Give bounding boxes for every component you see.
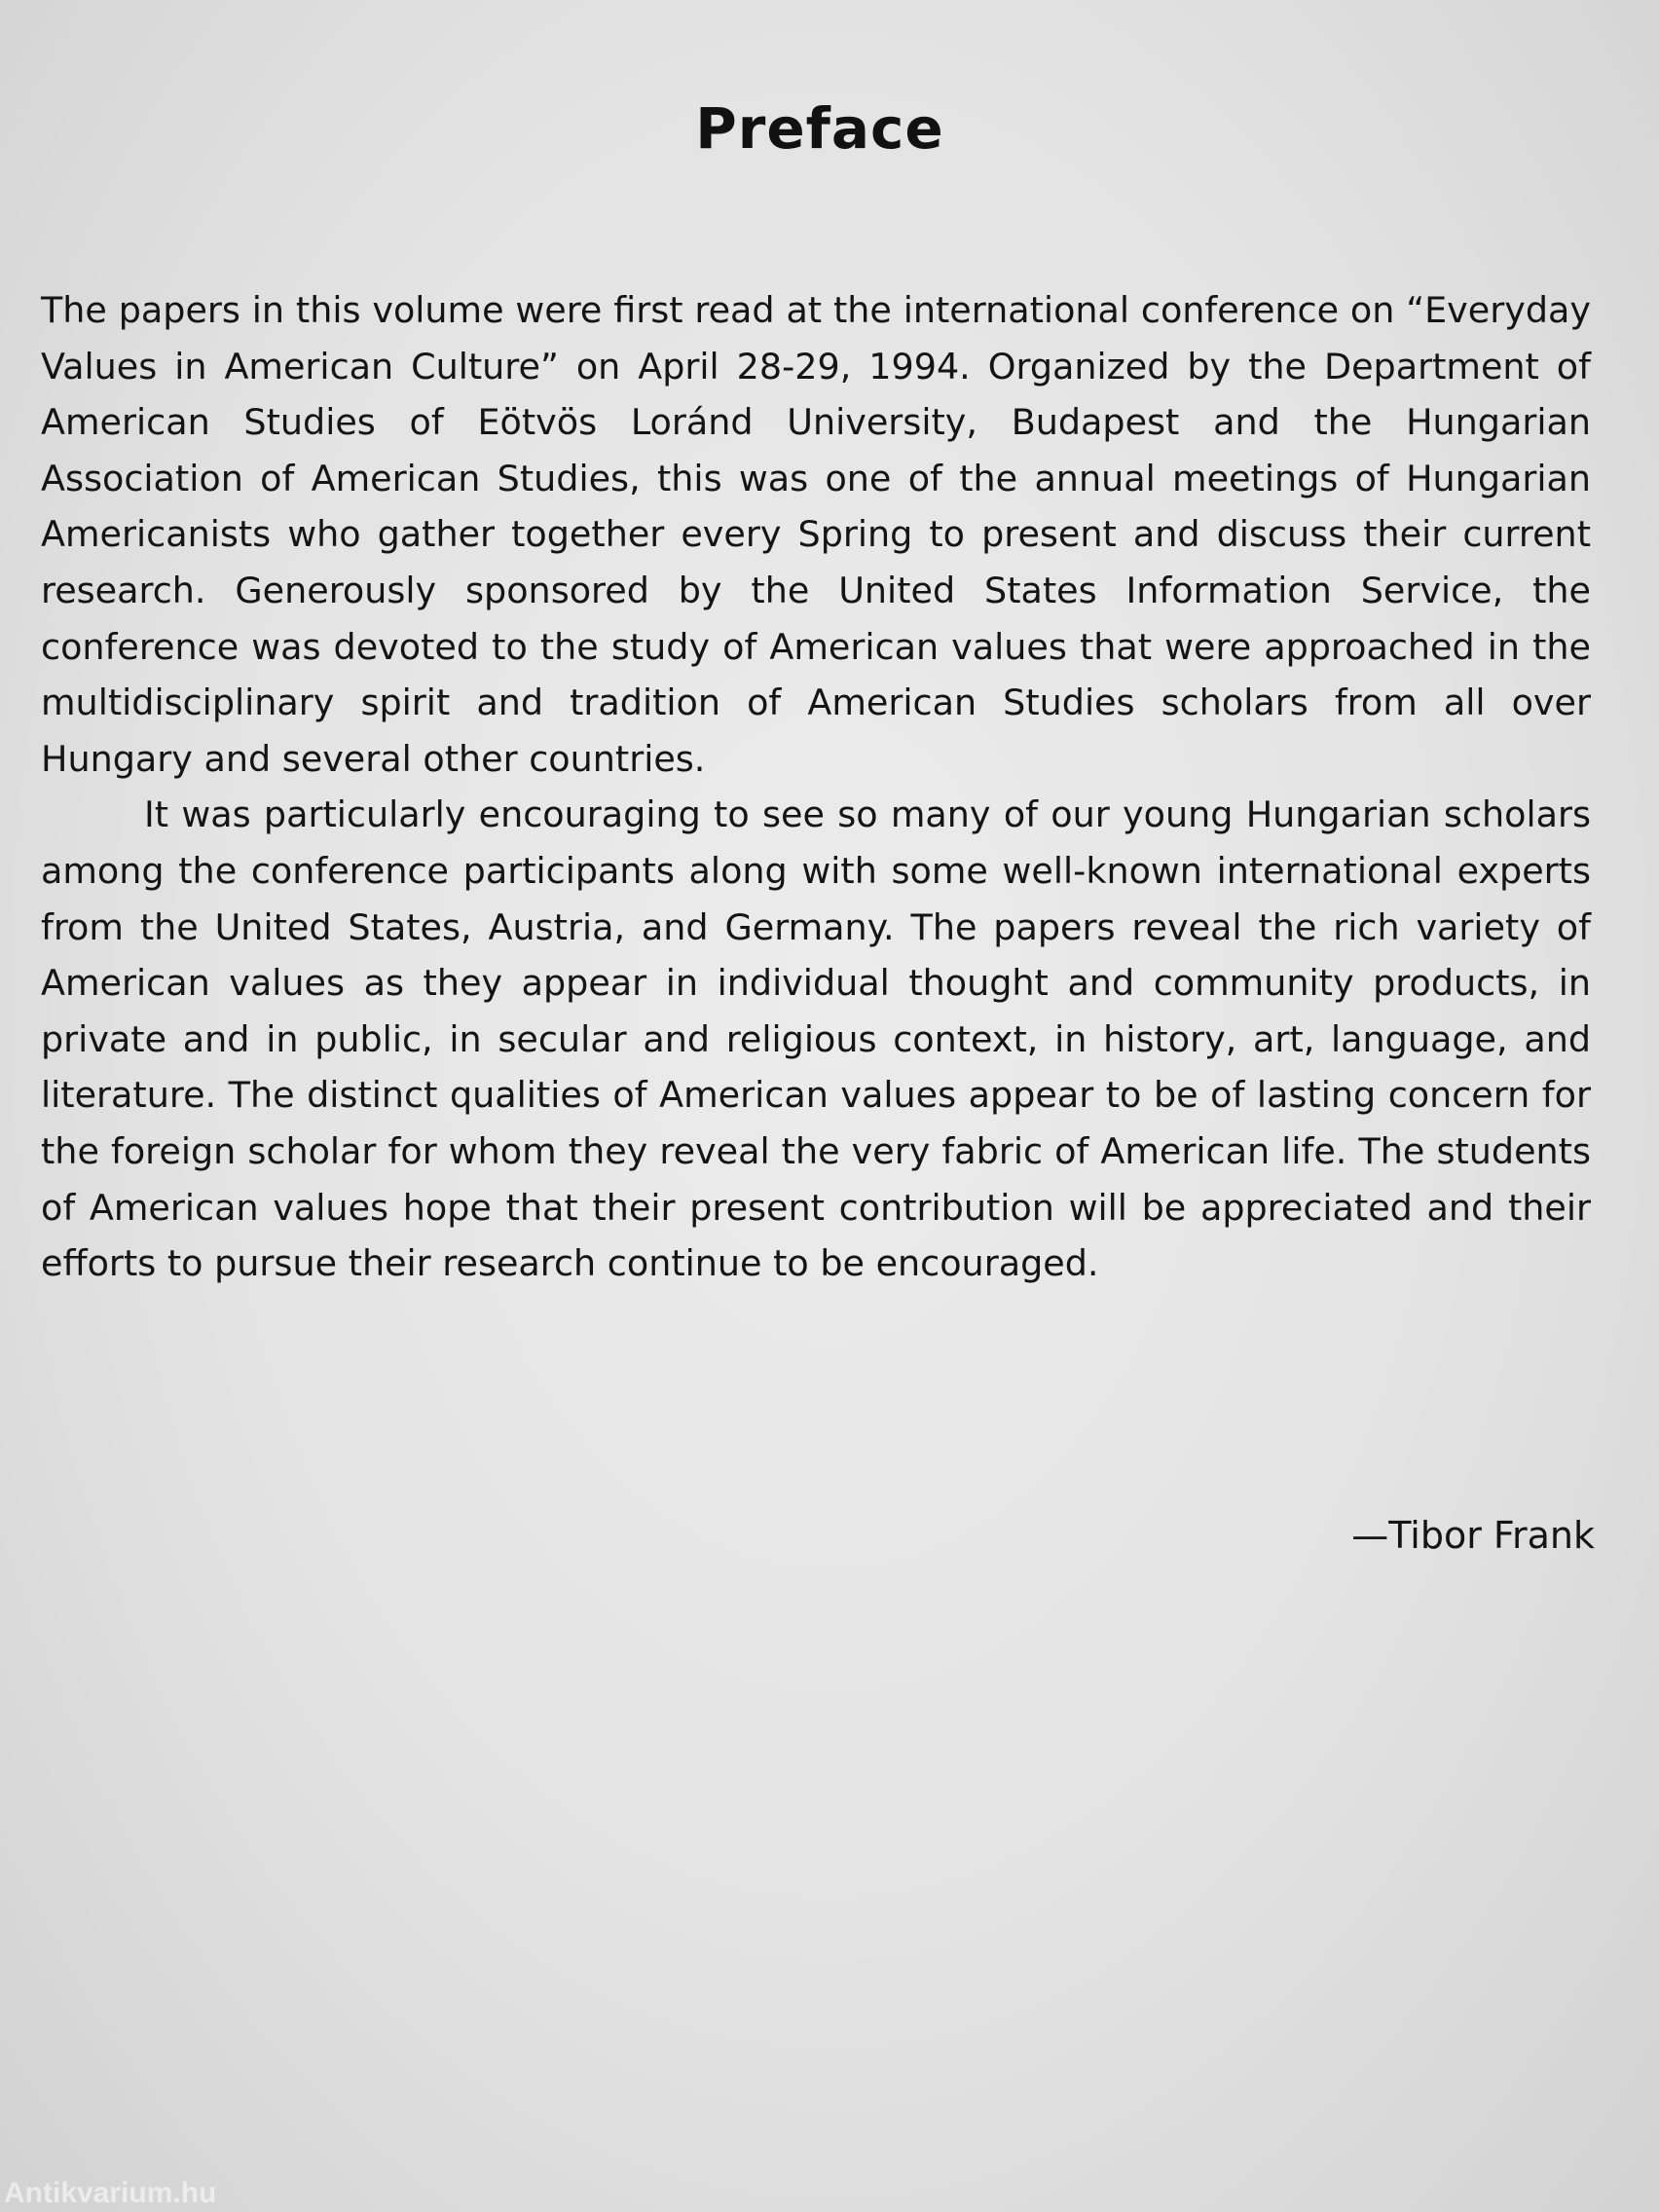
- site-watermark: Antikvarium.hu: [4, 2177, 217, 2209]
- author-signature: —Tibor Frank: [1351, 1514, 1595, 1557]
- paragraph-2: It was particularly encouraging to see so many of our young Hungarian scholars among the conference participants along with some well-known international experts from the United States, Austria, and Germany. The papers reveal the rich variety of American values as they appear in individual thought and community products, in private and in public, in secular and religious context, in history, art, language, and literature. The distinct qualities of American values appear to be of lasting concern for the foreign scholar for whom they reveal the very fabric of American life. The students of American values hope that their present contribution will be appreciated and their efforts to pursue their research continue to be encouraged.: [41, 793, 1591, 1285]
- page-title: Preface: [695, 95, 944, 162]
- paragraph-1: The papers in this volume were first read at the international conference on “Everyday Values in American Culture” on April 28-29, 1994. Organized by the Department of American Studies of Eötvös Loránd University, Budapest and the Hungarian Association of American Studies, this was one of the annual meetings of Hungarian Americanists who gather together every Spring to present and discuss their current research. Generously sponsored by the United States Information Service, the conference was devoted to the study of American values that were approached in the multidisciplinary spirit and tradition of American Studies scholars from all over Hungary and several other countries.: [41, 289, 1591, 780]
- preface-body: [41, 282, 1591, 1292]
